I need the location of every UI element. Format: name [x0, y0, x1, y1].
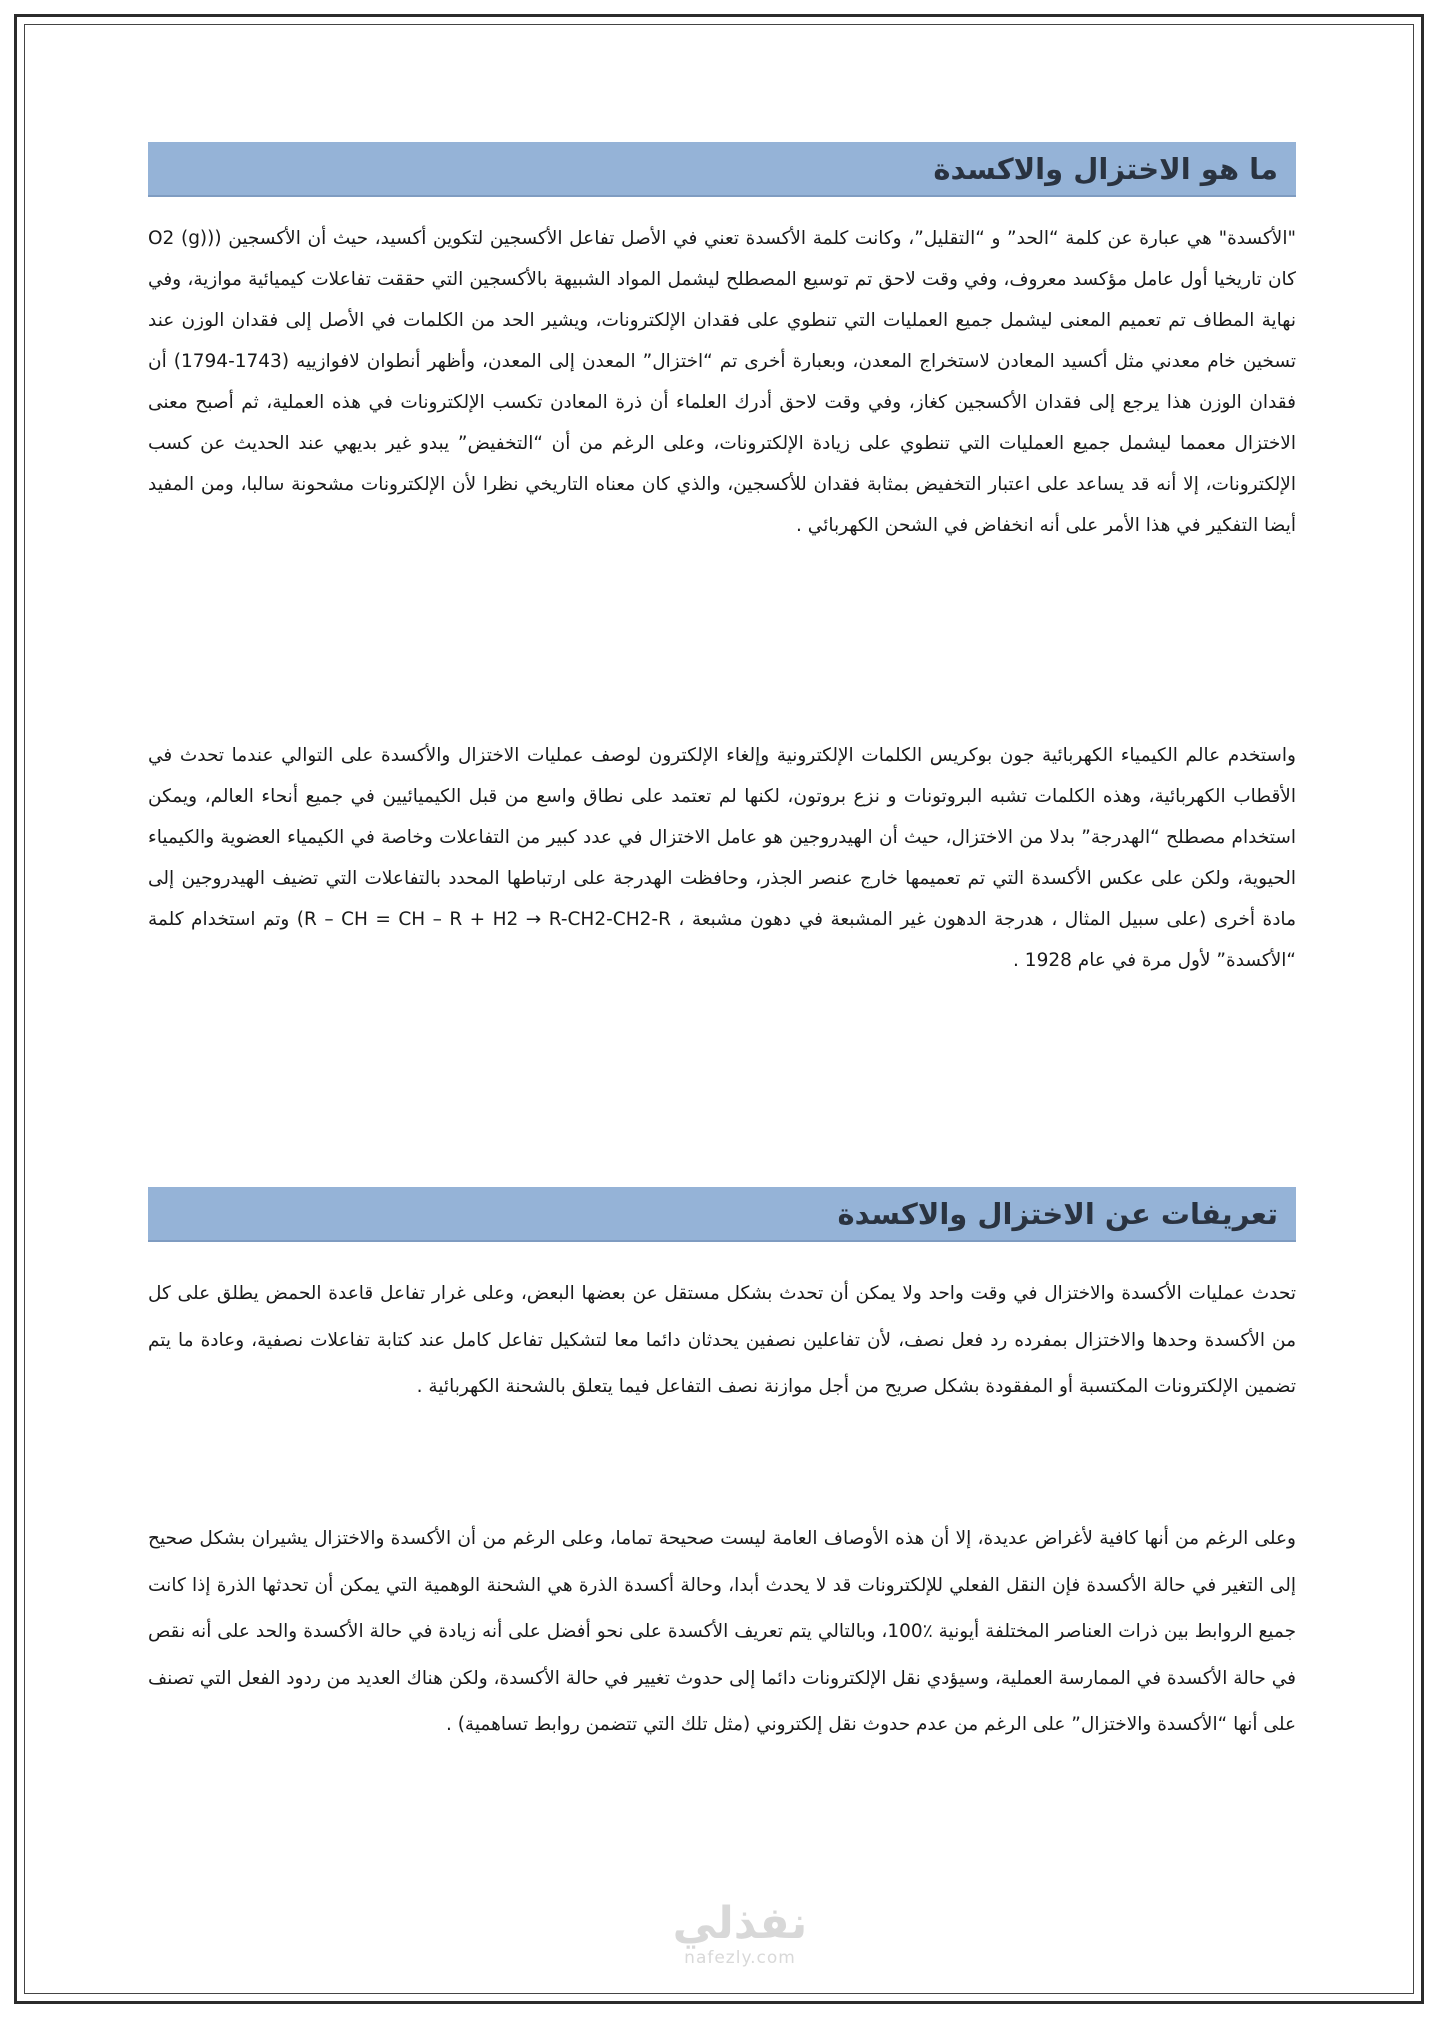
site-watermark [640, 1900, 840, 1968]
paragraph-redox-terminology: واستخدم عالم الكيمياء الكهربائية جون بوكريس الكلمات الإلكترونية وإلغاء الإلكترون لوصف عمليات الاختزال والأكسدة على التوالي عندما تحدث في الأقطاب الكهربائية، وهذه الكلمات تشبه البروتونات و نزع بروتون، لكنها لم تعتمد على نطاق واسع من قبل الكيميائيين في جميع أنحاء العالم، ويمكن استخدام مصطلح “الهدرجة” بدلا من الاختزال، حيث أن الهيدروجين هو عامل الاختزال في عدد كبير من التفاعلات وخاصة في الكيمياء العضوية والكيمياء الحيوية، ولكن على عكس الأكسدة التي تم تعميمها خارج عنصر الجذر، وحافظت الهدرجة على ارتباطها المحدد بالتفاعلات التي تضيف الهيدروجين إلى مادة أخرى (على سبيل المثال ، هدرجة الدهون غير المشبعة في دهون مشبعة ، R – CH = CH – R + H2 → R-CH2-CH2-R) وتم استخدام كلمة “الأكسدة” لأول مرة في عام 1928 . [148, 745, 1296, 971]
paragraph-half-reactions: تحدث عمليات الأكسدة والاختزال في وقت واحد ولا يمكن أن تحدث بشكل مستقل عن بعضها البعض، وعلى غرار تفاعل قاعدة الحمض يطلق على كل من الأكسدة وحدها والاختزال بمفرده رد فعل نصف، لأن تفاعلين نصفين يحدثان دائما معا لتشكيل تفاعل كامل عند كتابة تفاعلات نصفية، وعادة ما يتم تضمين الإلكترونات المكتسبة أو المفقودة بشكل صريح من أجل موازنة نصف التفاعل فيما يتعلق بالشحنة الكهربائية . [148, 1283, 1296, 1397]
paragraph-oxidation-state: وعلى الرغم من أنها كافية لأغراض عديدة، إلا أن هذه الأوصاف العامة ليست صحيحة تماما، وعلى الرغم من أن الأكسدة والاختزال يشيران بشكل صحيح إلى التغير في حالة الأكسدة فإن النقل الفعلي للإلكترونات قد لا يحدث أبدا، وحالة أكسدة الذرة هي الشحنة الوهمية التي يمكن أن تحدثها الذرة إذا كانت جميع الروابط بين ذرات العناصر المختلفة أيونية ٪100، وبالتالي يتم تعريف الأكسدة على نحو أفضل على أنه زيادة في حالة الأكسدة والحد على أنه نقص في حالة الأكسدة في الممارسة العملية، وسيؤدي نقل الإلكترونات دائما إلى حدوث تغيير في حالة الأكسدة، ولكن هناك العديد من ردود الفعل التي تصنف على أنها “الأكسدة والاختزال” على الرغم من عدم حدوث نقل إلكتروني (مثل تلك التي تتضمن روابط تساهمية) . [148, 1528, 1297, 1735]
section-heading-bar [148, 1187, 1296, 1242]
section-heading-bar [148, 142, 1296, 197]
paragraph-redox-history: "الأكسدة" هي عبارة عن كلمة “الحد” و “التقليل”، وكانت كلمة الأكسدة تعني في الأصل تفاعل الأكسجين لتكوين أكسيد، حيث أن الأكسجين ((O2 (g) كان تاريخيا أول عامل مؤكسد معروف، وفي وقت لاحق تم توسيع المصطلح ليشمل المواد الشبيهة بالأكسجين التي حققت تفاعلات كيميائية موازية، وفي نهاية المطاف تم تعميم المعنى ليشمل جميع العمليات التي تنطوي على فقدان الإلكترونات، ويشير الحد من الكلمات في الأصل إلى فقدان الوزن عند تسخين خام معدني مثل أكسيد المعادن لاستخراج المعدن، وبعبارة أخرى تم “اختزال” المعدن إلى المعدن، وأظهر أنطوان لافوازييه (1743-1794) أن فقدان الوزن هذا يرجع إلى فقدان الأكسجين كغاز، وفي وقت لاحق أدرك العلماء أن ذرة المعادن تكسب الإلكترونات في هذه العملية، ثم أصبح معنى الاختزال معمما ليشمل جميع العمليات التي تنطوي على زيادة الإلكترونات، وعلى الرغم من أن “التخفيض” يبدو غير بديهي عند الحديث عن كسب الإلكترونات، إلا أنه قد يساعد على اعتبار التخفيض بمثابة فقدان للأكسجين، والذي كان معناه التاريخي نظرا لأن الإلكترونات مشحونة سالبا، ومن المفيد أيضا التفكير في هذا الأمر على أنه انخفاض في الشحن الكهربائي . [148, 228, 1297, 536]
section-heading-what-is-redox: ما هو الاختزال والاكسدة [933, 151, 1278, 186]
watermark-url: nafezly.com [684, 1948, 796, 1968]
section-heading-redox-definitions: تعريفات عن الاختزال والاكسدة [837, 1196, 1278, 1231]
watermark-logo: نفذلي [672, 1898, 808, 1949]
